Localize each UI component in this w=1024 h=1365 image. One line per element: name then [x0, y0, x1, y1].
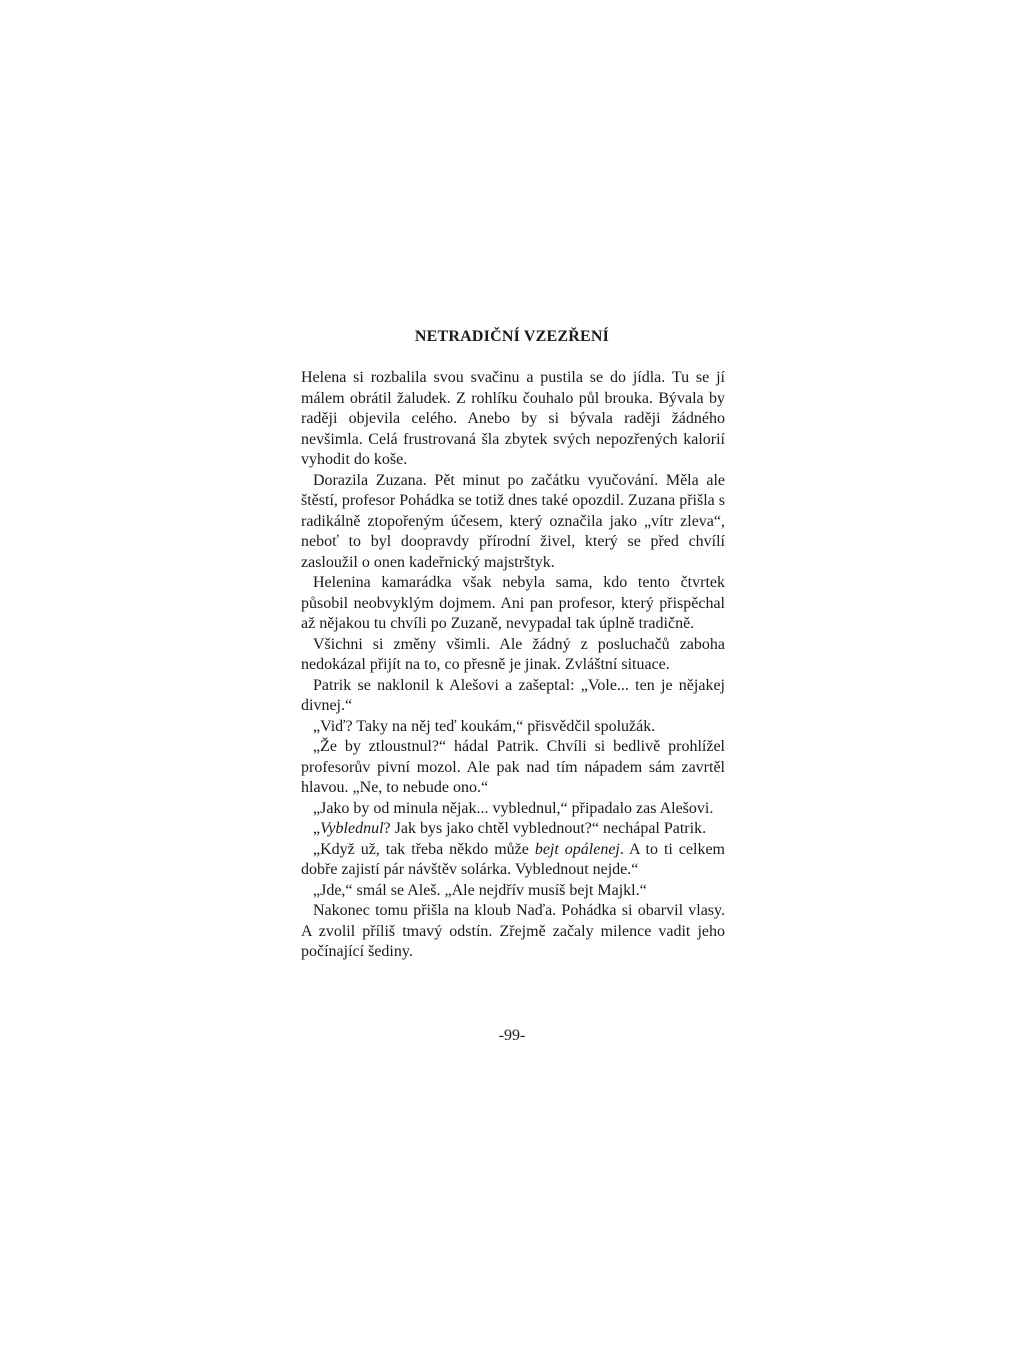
- paragraph-4: Všichni si změny všimli. Ale žádný z posluchačů zaboha nedokázal přijít na to, co přesně je jinak. Zvláštní situace.: [301, 635, 725, 673]
- paragraph-10-after: . A to ti celkem dobře zajistí pár návštěv solárka. Vyblednout nejde.“: [301, 840, 725, 878]
- paragraph-3: Helenina kamarádka však nebyla sama, kdo tento čtvrtek působil neobvyklým dojmem. Ani pan profesor, který přispěchal až nějakou tu chvíli po Zuzaně, nevypadal tak úplně tradičně.: [301, 574, 725, 632]
- paragraph-6: „Viď? Taky na něj teď koukám,“ přisvědčil spolužák.: [313, 717, 656, 735]
- paragraph-2: Dorazila Zuzana. Pět minut po začátku vyučování. Měla ale štěstí, profesor Pohádka se totiž dnes také opozdil. Zuzana přišla s radikálně ztopořeným účesem, který označila jako „vítr zleva“, neboť to byl doopravdy přírodní živel, který se před chvílí zasloužil o onen kadeřnický majstrštyk.: [301, 471, 725, 571]
- paragraph-1: Helena si rozbalila svou svačinu a pustila se do jídla. Tu se jí málem obrátil žaludek. Z rohlíku čouhalo půl brouka. Bývala by raději objevila celého. Anebo by si bývala raději žádného nevšimla. Celá frustrovaná šla zbytek svých nepozřených kalorií vyhodit do koše.: [301, 369, 725, 468]
- body-text: [301, 368, 725, 963]
- paragraph-9: [301, 819, 725, 840]
- page-number: -99-: [498, 1027, 526, 1044]
- paragraph-12: Nakonec tomu přišla na kloub Naďa. Pohádka si obarvil vlasy. A zvolil příliš tmavý odstín. Zřejmě začaly milence vadit jeho počínající šediny.: [301, 902, 725, 960]
- paragraph-10-before: „Když už, tak třeba někdo může: [313, 840, 535, 858]
- paragraph-7: „Že by ztloustnul?“ hádal Patrik. Chvíli si bedlivě prohlížel profesorův pivní mozol. Ale pak nad tím nápadem sám zavrtěl hlavou. „Ne, to nebude ono.“: [301, 738, 725, 796]
- paragraph-10: [301, 840, 725, 881]
- paragraph-9-rest: ? Jak bys jako chtěl vyblednout?“ nechápal Patrik.: [383, 820, 707, 837]
- paragraph-5: Patrik se naklonil k Alešovi a zašeptal: „Vole... ten je nějakej divnej.“: [301, 676, 725, 714]
- chapter-title: NETRADIČNÍ VZEZŘENÍ: [414, 328, 610, 345]
- paragraph-9-open: „: [313, 820, 321, 837]
- paragraph-11: „Jde,“ smál se Aleš. „Ale nejdřív musíš bejt Majkl.“: [313, 881, 647, 899]
- paragraph-8: „Jako by od minula nějak... vyblednul,“ připadalo zas Alešovi.: [313, 799, 714, 817]
- paragraph-10-italic: bejt opálenej: [534, 840, 620, 858]
- paragraph-9-italic: Vyblednul: [320, 820, 384, 837]
